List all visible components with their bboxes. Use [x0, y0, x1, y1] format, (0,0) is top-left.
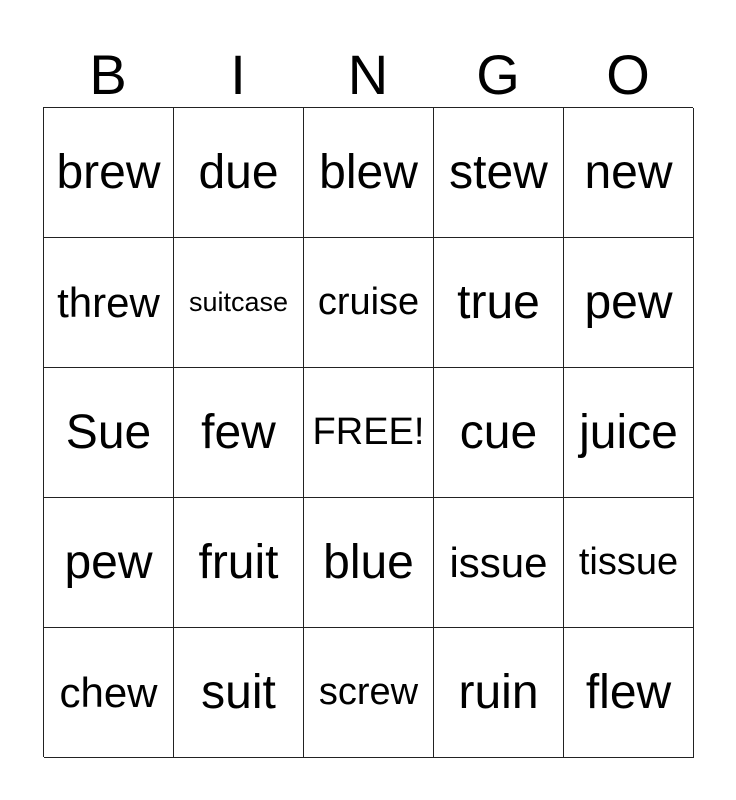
header-letter-g: G [476, 43, 520, 106]
bingo-cell-r5-c1[interactable]: chew [44, 628, 174, 758]
bingo-cell-r4-c2[interactable]: fruit [174, 498, 304, 628]
header-letter-o: O [606, 43, 650, 106]
bingo-cell-r2-c2[interactable]: suitcase [174, 238, 304, 368]
bingo-cell-r1-c5[interactable]: new [564, 108, 694, 238]
bingo-header [43, 44, 693, 106]
bingo-cell-r1-c4[interactable]: stew [434, 108, 564, 238]
bingo-cell-r4-c1[interactable]: pew [44, 498, 174, 628]
bingo-cell-r3-c1[interactable]: Sue [44, 368, 174, 498]
bingo-board [43, 107, 693, 757]
bingo-cell-r5-c4[interactable]: ruin [434, 628, 564, 758]
free-space[interactable]: FREE! [304, 368, 434, 498]
header-letter-n: N [347, 43, 389, 106]
bingo-cell-r5-c5[interactable]: flew [564, 628, 694, 758]
bingo-cell-r3-c4[interactable]: cue [434, 368, 564, 498]
bingo-cell-r3-c2[interactable]: few [174, 368, 304, 498]
bingo-cell-r1-c1[interactable]: brew [44, 108, 174, 238]
bingo-cell-r3-c5[interactable]: juice [564, 368, 694, 498]
bingo-cell-r1-c3[interactable]: blew [304, 108, 434, 238]
bingo-cell-r2-c4[interactable]: true [434, 238, 564, 368]
bingo-cell-r1-c2[interactable]: due [174, 108, 304, 238]
bingo-cell-r4-c5[interactable]: tissue [564, 498, 694, 628]
bingo-cell-r2-c3[interactable]: cruise [304, 238, 434, 368]
bingo-cell-r5-c3[interactable]: screw [304, 628, 434, 758]
header-letter-i: I [230, 43, 246, 106]
bingo-cell-r4-c3[interactable]: blue [304, 498, 434, 628]
bingo-cell-r4-c4[interactable]: issue [434, 498, 564, 628]
bingo-cell-r2-c5[interactable]: pew [564, 238, 694, 368]
bingo-cell-r2-c1[interactable]: threw [44, 238, 174, 368]
bingo-cell-r5-c2[interactable]: suit [174, 628, 304, 758]
header-letter-b: B [89, 43, 127, 106]
